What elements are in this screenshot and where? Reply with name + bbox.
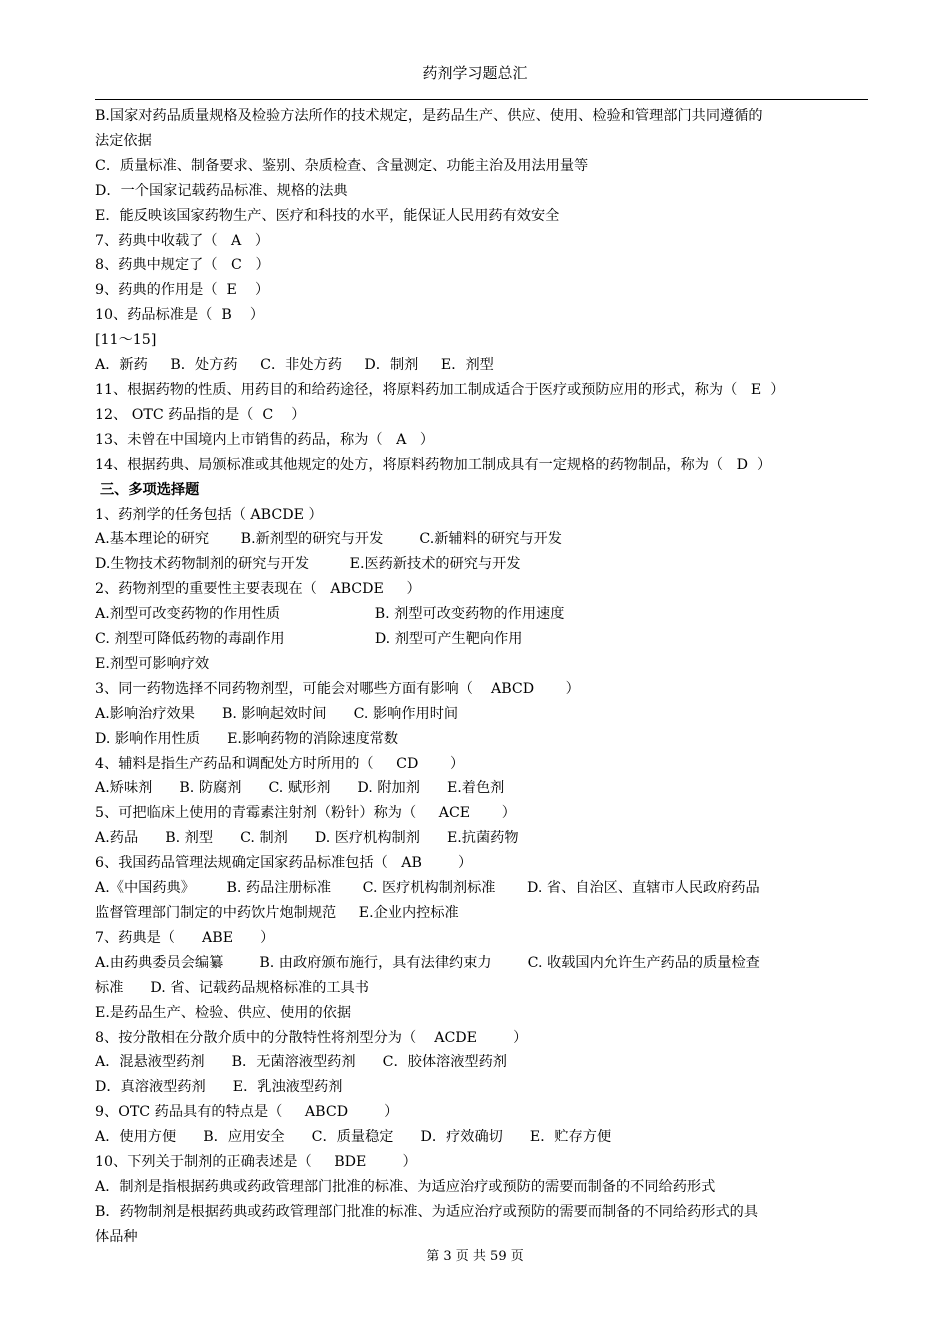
options-line: D. 影响作用性质 E.影响药物的消除速度常数: [95, 730, 399, 747]
document-body: [95, 104, 870, 1250]
question-group-range: [11～15]: [95, 332, 157, 349]
text-line: C．质量标准、制备要求、鉴别、杂质检查、含量测定、功能主治及用法用量等: [95, 157, 589, 174]
text-line: E．能反映该国家药物生产、医疗和科技的水平，能保证人民用药有效安全: [95, 207, 560, 224]
text-line: B.国家对药品质量规格及检验方法所作的技术规定，是药品生产、供应、使用、检验和管理部门共同遵循的: [95, 108, 763, 124]
text-line: D．一个国家记载药品标准、规格的法典: [95, 182, 348, 199]
options-line: A．使用方便 B．应用安全 C．质量稳定 D．疗效确切 E．贮存方便: [95, 1129, 612, 1146]
question-line: 9、OTC 药品具有的特点是（ ABCD ）: [95, 1104, 399, 1121]
options-line: D．真溶液型药剂 E．乳浊液型药剂: [95, 1079, 343, 1096]
options-line: 标准 D. 省、记载药品规格标准的工具书: [95, 979, 369, 996]
text-line: 法定依据: [95, 132, 152, 149]
options-line: A．制剂是指根据药典或药政管理部门批准的标准、为适应治疗或预防的需要而制备的不同给药形式: [95, 1178, 716, 1195]
options-line: A．混悬液型药剂 B．无菌溶液型药剂 C．胶体溶液型药剂: [95, 1054, 507, 1071]
question-line: 3、同一药物选择不同药物剂型，可能会对哪些方面有影响（ ABCD ）: [95, 680, 580, 697]
options-line: A.矫味剂 B. 防腐剂 C. 赋形剂 D. 附加剂 E.着色剂: [95, 780, 505, 797]
question-line: 5、可把临床上使用的青霉素注射剂（粉针）称为（ ACE ）: [95, 805, 516, 822]
question-line: 8、药典中规定了（ C ）: [95, 257, 270, 274]
options-line: A.基本理论的研究 B.新剂型的研究与开发 C.新辅料的研究与开发: [95, 531, 562, 548]
page-header-title: 药剂学习题总汇: [422, 64, 528, 82]
question-line: 8、按分散相在分散介质中的分散特性将剂型分为（ ACDE ）: [95, 1029, 528, 1046]
options-line: B．药物制剂是根据药典或药政管理部门批准的标准、为适应治疗或预防的需要而制备的不同给药形式的具: [95, 1203, 759, 1220]
section-heading: 三、多项选择题: [95, 481, 200, 498]
question-line: 7、药典是（ ABE ）: [95, 929, 275, 946]
question-line: 14、根据药典、局颁标准或其他规定的处方，将原料药物加工制成具有一定规格的药物制品，称为（ D ）: [95, 456, 772, 473]
options-line: D.生物技术药物制剂的研究与开发 E.医药新技术的研究与开发: [95, 556, 521, 573]
header-rule: [95, 99, 868, 100]
question-line: 2、药物剂型的重要性主要表现在（ ABCDE ）: [95, 581, 421, 598]
options-line: A.《中国药典》 B. 药品注册标准 C. 医疗机构制剂标准 D. 省、自治区、直辖市人民政府药品: [95, 880, 760, 897]
question-line: 9、药典的作用是（ E ）: [95, 282, 270, 299]
options-line: A.由药典委员会编纂 B. 由政府颁布施行，具有法律约束力 C. 收载国内允许生产药品的质量检查: [95, 954, 760, 971]
question-line: 11、根据药物的性质、用药目的和给药途径，将原料药加工制成适合于医疗或预防应用的形式，称为（ E ）: [95, 381, 785, 398]
question-line: 10、药品标准是（ B ）: [95, 307, 265, 324]
options-line: A.剂型可改变药物的作用性质 B. 剂型可改变药物的作用速度: [95, 606, 565, 623]
options-line: A.影响治疗效果 B. 影响起效时间 C. 影响作用时间: [95, 705, 459, 722]
options-line: 体品种: [95, 1228, 138, 1245]
question-line: 7、药典中收载了（ A ）: [95, 232, 270, 249]
question-line: 10、下列关于制剂的正确表述是（ BDE ）: [95, 1154, 417, 1171]
options-line: A．新药 B．处方药 C．非处方药 D．制剂 E．剂型: [95, 357, 494, 374]
page-footer-number: 第 3 页 共 59 页: [426, 1249, 524, 1264]
options-line: E.是药品生产、检验、供应、使用的依据: [95, 1004, 352, 1021]
question-line: 1、药剂学的任务包括（ ABCDE ）: [95, 506, 323, 523]
options-line: E.剂型可影响疗效: [95, 655, 210, 672]
question-line: 12、 OTC 药品指的是（ C ）: [95, 406, 306, 423]
question-line: 4、辅料是指生产药品和调配处方时所用的（ CD ）: [95, 755, 465, 772]
options-line: C. 剂型可降低药物的毒副作用 D. 剂型可产生靶向作用: [95, 631, 523, 648]
options-line: A.药品 B. 剂型 C. 制剂 D. 医疗机构制剂 E.抗菌药物: [95, 830, 519, 847]
options-line: 监督管理部门制定的中药饮片炮制规范 E.企业内控标准: [95, 905, 459, 921]
question-line: 6、我国药品管理法规确定国家药品标准包括（ AB ）: [95, 855, 473, 872]
question-line: 13、未曾在中国境内上市销售的药品，称为（ A ）: [95, 431, 435, 448]
